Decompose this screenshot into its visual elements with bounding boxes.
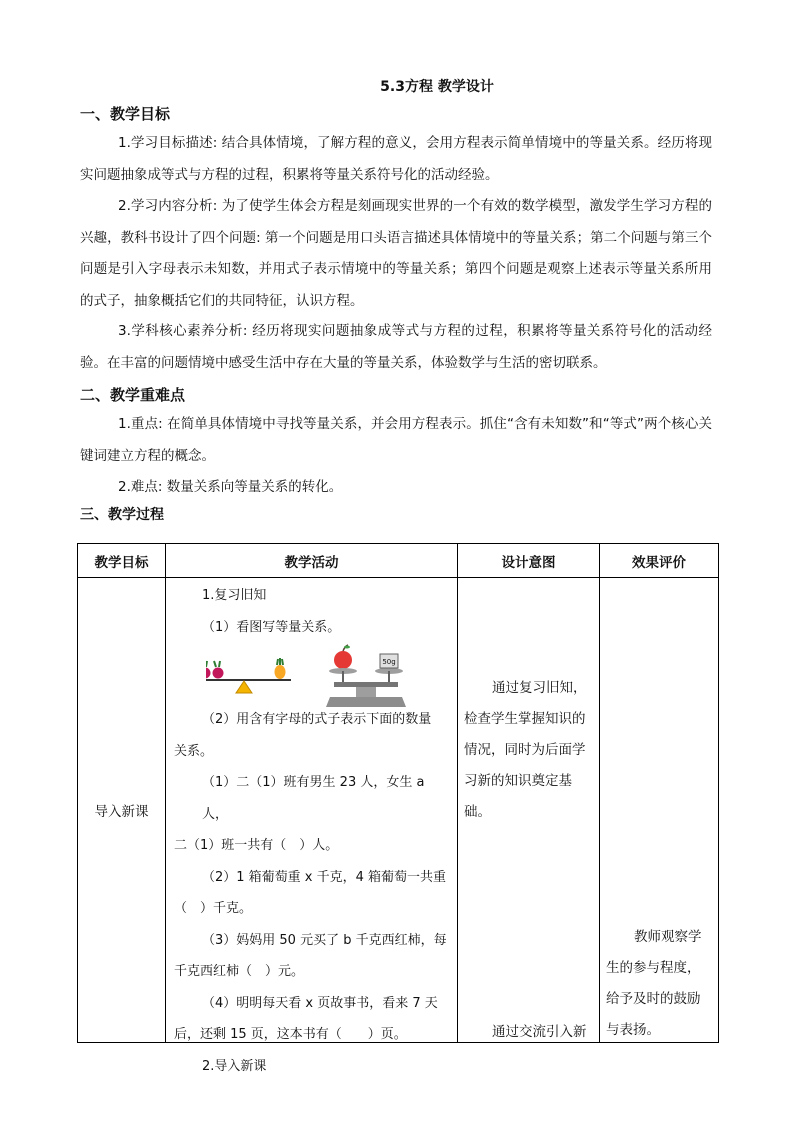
- objective-paragraph-2: 2.学习内容分析: 为了使学生体会方程是刻画现实世界的一个有效的数学模型，激发学生学习方程的兴趣，教科书设计了四个问题: 第一个问题是用口头语言描述具体情境中的等量关系；第二个问题与第三个问题是引入字母表示未知数，并用式子表示情境中的等量关系；第四个问题是观察上述表示等量关系所用的式子，抽象概括它们的共同特征，认识方程。: [80, 198, 712, 309]
- intent-line-4: 习新的知识奠定基础。: [464, 773, 572, 820]
- section2-heading: 二、教学重难点: [80, 386, 186, 404]
- evaluation-cell: [600, 578, 719, 1043]
- evaluation-line-1: 教师观察学: [634, 929, 702, 945]
- activity-cell: [166, 578, 458, 1074]
- evaluation-line-2: 生的参与程度，: [606, 960, 701, 976]
- activity-question-2-line-2: （ ）千克。: [174, 901, 253, 916]
- activity-question-4-line-2: 后，还剩 15 页，这本书有（ ）页。: [174, 1027, 407, 1042]
- stage-cell: [78, 578, 166, 1043]
- intent-line-2: 检查学生掌握知识的: [464, 711, 586, 727]
- keypoint-paragraph-2: 2.难点: 数量关系向等量关系的转化。: [118, 479, 343, 495]
- activity-step-2-line-1: （2）用含有字母的式子表示下面的数量: [202, 712, 432, 727]
- intent-line-3: 情况，同时为后面学: [464, 742, 586, 758]
- section1-heading: 一、教学目标: [80, 105, 171, 123]
- section3-heading: 三、教学过程: [80, 507, 164, 523]
- weight-label: 50g: [382, 658, 396, 666]
- activity-question-3-line-1: （3）妈妈用 50 元买了 b 千克西红柿，每: [202, 932, 447, 948]
- activity-step-1: （1）看图写等量关系。: [202, 619, 341, 635]
- stage-label: 导入新课: [94, 804, 149, 820]
- keypoint-paragraph-1: 1.重点: 在简单具体情境中寻找等量关系，并会用方程表示。抓住“含有未知数”和“等式”两个核心关键词建立方程的概念。: [80, 416, 712, 464]
- activity-question-4-line-1: （4）明明每天看 x 页故事书，看来 7 天: [202, 995, 438, 1011]
- activity-question-2-line-1: （2）1 箱葡萄重 x 千克，4 箱葡萄一共重: [202, 869, 447, 885]
- header-effect-evaluation: 效果评价: [600, 544, 719, 578]
- objective-paragraph-3: 3.学科核心素养分析: 经历将现实问题抽象成等式与方程的过程，积累将等量关系符号化的活动经验。在丰富的问题情境中感受生活中存在大量的等量关系，体验数学与生活的密切联系。: [80, 323, 712, 371]
- seesaw-icon: [206, 658, 291, 693]
- balance-scale-illustration: [206, 640, 456, 710]
- activity-question-3-line-2: 千克西红柿（ ）元。: [174, 964, 305, 979]
- table-row: [78, 578, 719, 1043]
- activity-question-1-line-1: （1）二（1）班有男生 23 人，女生 a 人，: [202, 775, 425, 822]
- header-teaching-activity: 教学活动: [166, 544, 458, 578]
- evaluation-line-3: 给予及时的鼓励: [606, 991, 701, 1007]
- objective-paragraph-1: 1.学习目标描述: 结合具体情境，了解方程的意义，会用方程表示简单情境中的等量关系。经历将现实问题抽象成等式与方程的过程，积累将等量关系符号化的活动经验。: [80, 135, 712, 183]
- header-teaching-goal: 教学目标: [78, 544, 166, 578]
- activity-question-1-line-2: 二（1）班一共有（ ）人。: [174, 838, 339, 853]
- balance-scale-icon: [326, 645, 406, 707]
- intent-cell: [458, 578, 600, 1043]
- teaching-process-table: [77, 543, 719, 1074]
- activity-review-heading: 1.复习旧知: [202, 588, 267, 603]
- header-design-intent: 设计意图: [458, 544, 600, 578]
- page-title: 5.3方程 教学设计: [380, 79, 494, 95]
- evaluation-line-4: 与表扬。: [606, 1022, 660, 1038]
- intent-line-5: 通过交流引入新: [492, 1024, 587, 1040]
- intent-line-1: 通过复习旧知，: [492, 680, 587, 696]
- activity-introduction-heading: 2.导入新课: [202, 1058, 267, 1074]
- activity-step-2-line-2: 关系。: [174, 743, 214, 759]
- table-header-row: [78, 544, 719, 578]
